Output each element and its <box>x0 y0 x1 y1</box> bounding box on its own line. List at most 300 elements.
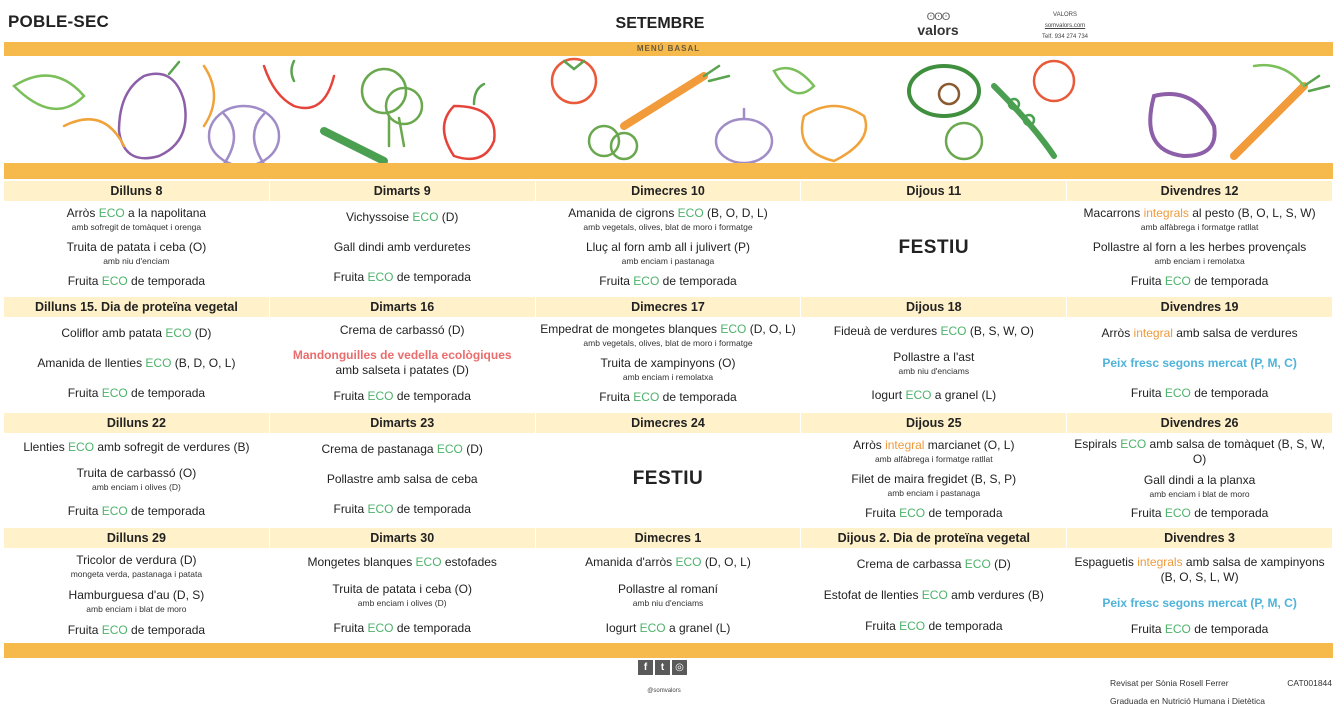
eco-tag: ECO <box>964 557 991 571</box>
day-title: Dilluns 15. Dia de proteïna vegetal <box>4 297 269 317</box>
dish-name <box>37 356 235 371</box>
day-menu <box>801 548 1066 643</box>
day-menu <box>270 433 535 525</box>
dish-text: Gall dindi a la planxa <box>1143 473 1256 487</box>
day-cell <box>536 528 801 643</box>
dish-text: de temporada <box>393 621 471 635</box>
dish-text: Mongetes blanques <box>307 555 416 569</box>
dish-name <box>68 623 205 638</box>
day-title: Dimarts 23 <box>270 413 535 433</box>
fish-tag: Peix fresc segons mercat (P, M, C) <box>1102 355 1297 370</box>
day-title: Dimarts 30 <box>270 528 535 548</box>
dish-text: de temporada <box>659 274 737 289</box>
dish-text: de temporada <box>127 503 206 518</box>
dish-text: de temporada <box>393 270 471 285</box>
dish <box>333 621 470 636</box>
dish-side: amb alfàbrega i formatge ratllat <box>1140 221 1259 232</box>
dish-text: Amanida d'arròs <box>585 555 676 569</box>
dish <box>327 472 478 487</box>
dish-text: a granel (L) <box>931 388 997 403</box>
dish <box>37 356 235 371</box>
dish <box>333 270 470 285</box>
dish <box>1102 326 1298 341</box>
day-title: Dimecres 10 <box>536 181 801 201</box>
eco-tag: ECO <box>412 209 439 224</box>
integral-tag: integrals <box>1137 554 1183 569</box>
dish <box>61 326 211 341</box>
dish <box>333 389 470 404</box>
dish-name <box>1144 473 1255 488</box>
dish-text: Fruita <box>67 386 102 401</box>
dish-name <box>1131 506 1268 521</box>
dish <box>853 438 1014 465</box>
day-title: Dijous 11 <box>801 181 1066 201</box>
day-title: Dimarts 16 <box>270 297 535 317</box>
dish-text: Lluç al forn amb all i julivert (P) <box>585 239 751 254</box>
dish <box>332 582 472 609</box>
dish-text: al pesto (B, O, L, S, W) <box>1188 205 1316 220</box>
dish-text: Fruita <box>1130 274 1165 289</box>
eco-tag: ECO <box>1164 386 1191 401</box>
dish <box>68 274 205 289</box>
dish-name <box>1131 274 1268 289</box>
eco-tag: ECO <box>68 439 95 454</box>
dish-name <box>893 350 974 365</box>
dish-text: Fruita <box>1130 506 1165 520</box>
dish <box>67 240 207 267</box>
dish-text: de temporada <box>1190 621 1269 636</box>
dish-side: amb niu d'enciams <box>632 598 704 608</box>
license-number: CAT001844 <box>1287 678 1332 688</box>
dish-text: de temporada <box>393 388 471 403</box>
dish <box>601 356 736 383</box>
dish-side: mongeta verda, pastanaga i patata <box>70 569 203 579</box>
dish-name <box>606 621 731 636</box>
review-info <box>1110 674 1332 710</box>
holiday-label: FESTIU <box>632 468 704 489</box>
eco-tag: ECO <box>436 441 463 456</box>
dish-text: Fruita <box>599 390 634 405</box>
dish-name <box>1084 206 1316 221</box>
dish <box>67 206 206 233</box>
eco-tag: ECO <box>415 555 442 569</box>
eco-tag: ECO <box>1164 274 1191 289</box>
dish-text: (B, S, W, O) <box>966 323 1034 338</box>
dish <box>606 621 731 636</box>
dish <box>71 553 202 580</box>
dish <box>1093 240 1306 267</box>
dish <box>1131 506 1268 521</box>
eco-tag: ECO <box>367 270 394 285</box>
eco-tag: ECO <box>633 274 660 289</box>
dish-text: (B, O, D, L) <box>703 205 768 220</box>
day-title: Dijous 2. Dia de proteïna vegetal <box>801 528 1066 548</box>
dish <box>321 442 482 457</box>
dish <box>1131 622 1268 637</box>
day-cell <box>1067 297 1332 410</box>
dish-text: de temporada <box>393 501 471 516</box>
dish <box>834 324 1034 339</box>
day-menu <box>1067 433 1332 525</box>
dish-text: Crema de pastanaga <box>321 441 437 456</box>
eco-tag: ECO <box>367 388 394 403</box>
dish-name <box>618 582 718 597</box>
dish-text: Tricolor de verdura (D) <box>76 553 197 567</box>
twitter-icon[interactable]: t <box>655 660 670 675</box>
dish <box>540 322 795 349</box>
dish-text: de temporada <box>127 274 206 289</box>
eco-tag: ECO <box>633 390 660 405</box>
holiday-label: FESTIU <box>898 236 970 258</box>
dish-side: amb enciam i remolatxa <box>1154 255 1245 266</box>
eco-tag: ECO <box>1120 437 1147 451</box>
dish-side: amb niu d'enciam <box>103 255 170 266</box>
dish <box>68 623 205 638</box>
eco-tag: ECO <box>145 355 172 370</box>
dish-name <box>851 472 1016 487</box>
dish <box>333 502 470 517</box>
logo-text: valors <box>917 22 959 38</box>
dish-text: estofades <box>441 555 497 569</box>
eco-tag: ECO <box>940 323 967 338</box>
dish <box>68 386 205 401</box>
eco-tag: ECO <box>905 388 932 403</box>
dish <box>851 472 1016 499</box>
dish-text: Pollastre al romaní <box>617 582 719 596</box>
dish-text: Fruita <box>333 501 368 516</box>
dish-text: Empedrat de mongetes blanques <box>540 321 721 336</box>
dish-text: de temporada <box>659 390 737 405</box>
dish <box>307 555 496 570</box>
eco-tag: ECO <box>639 621 666 635</box>
dish-name <box>293 348 512 363</box>
dish-text: Crema de carbassó (D) <box>339 323 465 338</box>
dish <box>1071 555 1328 585</box>
banner-bottom-band <box>4 163 1333 179</box>
dish-text: Fruita <box>1130 621 1165 636</box>
dish <box>340 323 465 338</box>
contact-web-link[interactable]: somvalors.com <box>1044 23 1086 29</box>
eco-tag: ECO <box>921 588 948 602</box>
day-menu <box>4 201 269 294</box>
school-name: POBLE-SEC <box>8 12 109 31</box>
integral-tag: integrals <box>1143 205 1189 220</box>
dish-text: Vichyssoise <box>345 209 413 224</box>
dish-name <box>23 440 249 455</box>
dish-text: Fruita <box>67 623 102 637</box>
dish-text: Estofat de llenties <box>823 588 922 602</box>
dish-name <box>1071 555 1328 585</box>
reviewer-degree: Graduada en Nutrició Humana i Dietètica <box>1110 696 1265 706</box>
dish-text: Hamburguesa d'au (D, S) <box>68 588 205 602</box>
dish-name <box>71 553 202 568</box>
day-menu <box>801 433 1066 525</box>
dish-name <box>61 326 211 341</box>
dish-text: Iogurt <box>871 388 906 403</box>
dish <box>1131 274 1268 289</box>
dish-text: amb salsa de xampinyons (B, O, S, L, W) <box>1160 554 1325 584</box>
dish-side: amb alfàbrega i formatge ratllat <box>874 453 993 464</box>
dish-text: (D) <box>438 209 459 224</box>
dish-text: de temporada <box>1190 386 1269 401</box>
fish-tag: Peix fresc segons mercat (P, M, C) <box>1102 595 1297 610</box>
dish-name <box>334 240 471 255</box>
dish-text: amb salsa de tomàquet (B, S, W, O) <box>1146 437 1325 466</box>
dish-text: Fruita <box>599 274 634 289</box>
day-menu <box>536 548 801 643</box>
dish-text: (D) <box>462 441 483 456</box>
dish <box>857 557 1011 572</box>
week-row <box>4 528 1333 643</box>
dish-name <box>599 274 736 289</box>
day-cell <box>536 297 801 410</box>
eco-tag: ECO <box>367 501 394 516</box>
day-cell <box>270 528 535 643</box>
dish-text: de temporada <box>127 623 206 637</box>
month-title: SETEMBRE <box>615 15 705 32</box>
dish <box>1071 437 1328 467</box>
day-menu <box>536 317 801 410</box>
dish-side: amb vegetals, olives, blat de moro i formatge <box>583 337 753 348</box>
day-menu <box>801 317 1066 410</box>
dish-text: Fruita <box>333 270 368 285</box>
dish-side: amb sofregit de tomàquet i orenga <box>71 221 202 232</box>
dish <box>585 555 751 570</box>
day-cell <box>536 181 801 294</box>
dish-text: Fruita <box>333 388 368 403</box>
dish <box>871 388 996 403</box>
dish <box>23 440 249 455</box>
dish-text: de temporada <box>925 619 1003 633</box>
day-menu <box>801 201 1066 294</box>
logo-faces-icon: ʘʘʘ <box>926 11 950 23</box>
dish-name <box>333 502 470 517</box>
dish-name <box>1102 356 1297 371</box>
dish-text: Espirals <box>1074 437 1121 451</box>
dish-side: amb enciam i blat de moro <box>1149 489 1250 499</box>
day-menu <box>4 433 269 525</box>
day-cell <box>4 181 269 294</box>
dish-side: amb niu d'enciams <box>898 365 970 376</box>
menu-type-band: MENÚ BASAL <box>4 42 1333 56</box>
day-menu <box>1067 548 1332 643</box>
day-cell <box>4 528 269 643</box>
dish-text: amb sofregit de verdures (B) <box>94 439 250 454</box>
dish <box>893 350 974 377</box>
dish-name <box>834 324 1034 339</box>
dish-text: (D, O, L) <box>701 555 751 569</box>
dish-name <box>340 323 465 338</box>
contact-phone: Telf. 934 274 734 <box>1041 34 1089 40</box>
dish-text: Fruita <box>865 505 900 520</box>
eco-tag: ECO <box>367 621 394 635</box>
dish-text: Truita de carbassó (O) <box>76 465 197 480</box>
contact-info <box>1030 10 1100 43</box>
dish <box>586 240 750 267</box>
vegetable-banner-image <box>4 56 1333 164</box>
dish-text: Fruita <box>1130 386 1165 401</box>
eco-tag: ECO <box>101 503 128 518</box>
dish <box>293 348 512 378</box>
dish <box>334 240 471 255</box>
day-cell <box>801 528 1066 643</box>
day-cell <box>1067 181 1332 294</box>
dish-name <box>865 506 1002 521</box>
dish <box>568 206 767 233</box>
dish-text: Arròs <box>66 205 99 220</box>
dish-name <box>540 322 795 337</box>
day-menu <box>270 548 535 643</box>
dish-name <box>346 210 459 225</box>
dish <box>865 619 1002 634</box>
dish-text: a la napolitana <box>124 205 207 220</box>
dish-accompaniment: amb salseta i patates (D) <box>335 363 469 378</box>
dish-text: Iogurt <box>605 621 640 635</box>
dish-text: (D, O, L) <box>746 321 796 336</box>
dish-name <box>333 389 470 404</box>
dish-text: de temporada <box>127 386 206 401</box>
day-title: Divendres 3 <box>1067 528 1332 548</box>
eco-tag: ECO <box>899 505 926 520</box>
dish-name <box>568 206 767 221</box>
dish-text: Arròs <box>853 437 886 452</box>
dish <box>1084 206 1316 233</box>
instagram-icon[interactable]: ◎ <box>672 660 687 675</box>
dish-text: Fruita <box>67 274 102 289</box>
dish-name <box>67 206 206 221</box>
dish <box>618 582 718 609</box>
day-menu <box>536 201 801 294</box>
day-cell <box>4 297 269 410</box>
contact-title: VALORS <box>1053 12 1077 18</box>
dish-text: Fruita <box>865 619 900 633</box>
week-row <box>4 181 1333 294</box>
dish <box>824 588 1044 603</box>
day-cell <box>4 413 269 525</box>
dish-text: Pollastre al forn a les herbes provençals <box>1092 239 1307 254</box>
dish-text: Fruita <box>67 503 102 518</box>
dish-name <box>1071 437 1328 467</box>
valors-logo <box>908 12 968 37</box>
dish-text: de temporada <box>1190 506 1269 520</box>
eco-tag: ECO <box>1164 621 1191 636</box>
dish-side: amb enciam i blat de moro <box>86 604 187 614</box>
dish-name <box>1131 386 1268 401</box>
eco-tag: ECO <box>101 274 128 289</box>
day-menu <box>270 317 535 410</box>
dish-name <box>601 356 736 371</box>
dish <box>1102 596 1297 611</box>
eco-tag: ECO <box>675 555 702 569</box>
dish-text: Filet de maira fregidet (B, S, P) <box>851 471 1017 486</box>
dish-name <box>68 386 205 401</box>
day-cell <box>801 181 1066 294</box>
day-title: Divendres 26 <box>1067 413 1332 433</box>
dish-name <box>1102 596 1297 611</box>
eco-tag: ECO <box>98 205 125 220</box>
dish-text: Truita de patata i ceba (O) <box>332 582 472 596</box>
dish-name <box>333 270 470 285</box>
dish-name <box>327 472 478 487</box>
dish-name <box>853 438 1014 453</box>
dish-text: (D) <box>990 557 1011 571</box>
dish-name <box>68 504 205 519</box>
day-menu <box>1067 317 1332 410</box>
day-title: Dilluns 22 <box>4 413 269 433</box>
day-menu <box>1067 201 1332 294</box>
day-title: Dimecres 24 <box>536 413 801 433</box>
dish-name <box>68 274 205 289</box>
day-title: Dimecres 17 <box>536 297 801 317</box>
dish <box>1131 386 1268 401</box>
facebook-icon[interactable]: f <box>638 660 653 675</box>
day-menu <box>270 201 535 294</box>
day-title: Dijous 25 <box>801 413 1066 433</box>
dish <box>346 210 459 225</box>
day-title: Dilluns 29 <box>4 528 269 548</box>
dish-text: Macarrons <box>1083 205 1144 220</box>
eco-tag: ECO <box>899 619 926 633</box>
dish-text: Truita de xampinyons (O) <box>600 355 736 370</box>
dish-name <box>307 555 496 570</box>
dish <box>599 390 736 405</box>
week-row <box>4 297 1333 410</box>
dish-name <box>871 388 996 403</box>
dish <box>68 504 205 519</box>
day-cell <box>270 413 535 525</box>
red-tag: Mandonguilles de vedella ecològiques <box>292 348 512 363</box>
reviewed-by: Revisat per Sònia Rosell Ferrer <box>1110 678 1229 688</box>
eco-tag: ECO <box>165 325 192 340</box>
dish-text: Espaguetis <box>1074 554 1138 569</box>
dish-name <box>333 621 470 636</box>
dish-text: de temporada <box>925 505 1003 520</box>
day-title: Dijous 18 <box>801 297 1066 317</box>
dish-text: Amanida de llenties <box>37 355 146 370</box>
day-cell <box>1067 528 1332 643</box>
dish-text: (B, D, O, L) <box>171 355 236 370</box>
day-cell <box>801 413 1066 525</box>
dish <box>1102 356 1297 371</box>
eco-tag: ECO <box>101 623 128 637</box>
day-cell <box>1067 413 1332 525</box>
dish <box>77 466 197 493</box>
dish-text: Truita de patata i ceba (O) <box>66 239 207 254</box>
day-title: Divendres 12 <box>1067 181 1332 201</box>
dish-text: de temporada <box>1190 274 1269 289</box>
eco-tag: ECO <box>1164 506 1191 520</box>
day-title: Divendres 19 <box>1067 297 1332 317</box>
dish-text: Pollastre a l'ast <box>893 349 975 364</box>
dish-side: amb enciam i remolatxa <box>622 371 714 382</box>
dish-name <box>585 555 751 570</box>
dish-name <box>1102 326 1298 341</box>
dish <box>1144 473 1255 500</box>
week-row <box>4 413 1333 525</box>
dish-text: Pollastre amb salsa de ceba <box>326 471 478 486</box>
eco-tag: ECO <box>677 205 704 220</box>
dish <box>599 274 736 289</box>
dish-text: amb salsa de verdures <box>1172 325 1298 340</box>
dish-name <box>77 466 197 481</box>
dish <box>865 506 1002 521</box>
social-handle: @somvalors <box>647 688 681 694</box>
dish-name <box>586 240 750 255</box>
dish-text: Gall dindi amb verduretes <box>333 239 471 254</box>
dish-name <box>69 588 205 603</box>
day-menu <box>4 548 269 643</box>
day-cell <box>801 297 1066 410</box>
